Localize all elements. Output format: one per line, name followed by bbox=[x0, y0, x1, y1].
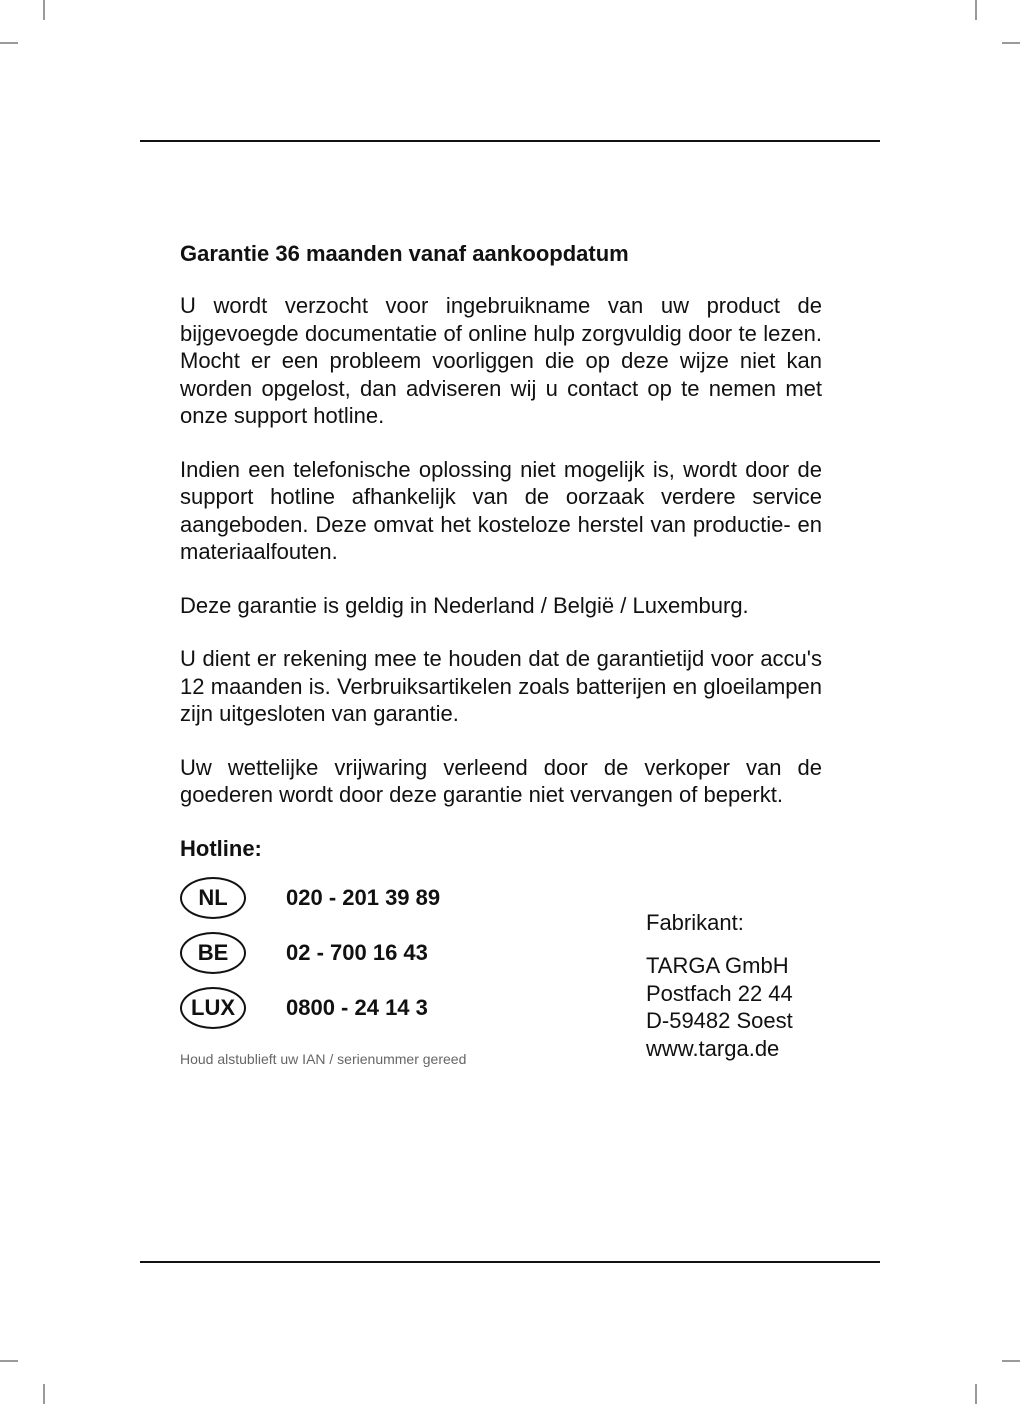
hotline-row-lux bbox=[180, 987, 600, 1029]
hotline-row-nl bbox=[180, 877, 600, 919]
paragraph-usage-instructions: U wordt verzocht voor ingebruikname van uw product de bijgevoegde documentatie of online hulp zorgvuldig door te lezen. Mocht er een probleem voorliggen die op deze wijze niet kan worden opgelost, dan adviseren wij u contact op te nemen met onze support hotline. bbox=[180, 293, 822, 428]
hotline-label: Hotline: bbox=[180, 835, 262, 861]
header-rule bbox=[140, 140, 880, 142]
crop-mark-top-left-horizontal bbox=[0, 42, 18, 44]
manufacturer-label: Fabrikant: bbox=[646, 909, 744, 935]
manufacturer-address-line2: D-59482 Soest bbox=[646, 1008, 793, 1033]
footer-rule bbox=[140, 1261, 880, 1263]
warranty-title: Garantie 36 maanden vanaf aankoopdatum bbox=[180, 241, 629, 266]
warranty-content bbox=[180, 238, 822, 1105]
crop-mark-bottom-right-horizontal bbox=[1002, 1360, 1020, 1362]
crop-mark-bottom-left-vertical bbox=[43, 1384, 45, 1404]
crop-mark-bottom-left-horizontal bbox=[0, 1360, 18, 1362]
paragraph-support-service: Indien een telefonische oplossing niet mogelijk is, wordt door de support hotline afhankelijk van de oorzaak verdere service aangeboden. Deze omvat het kosteloze herstel van productie- en materiaalfouten. bbox=[180, 456, 822, 564]
paragraph-validity-region: Deze garantie is geldig in Nederland / België / Luxemburg. bbox=[180, 592, 749, 618]
hotline-section bbox=[180, 865, 822, 1105]
manufacturer-name: TARGA GmbH bbox=[646, 953, 789, 978]
crop-mark-bottom-right-vertical bbox=[975, 1384, 977, 1404]
country-badge-nl: NL bbox=[180, 877, 246, 919]
manufacturer-address-line1: Postfach 22 44 bbox=[646, 980, 793, 1006]
manufacturer-block bbox=[646, 909, 793, 1063]
crop-mark-top-right-horizontal bbox=[1002, 42, 1020, 44]
hotline-row-be bbox=[180, 932, 600, 974]
phone-number-nl: 020 - 201 39 89 bbox=[286, 884, 441, 910]
phone-number-lux: 0800 - 24 14 3 bbox=[286, 994, 428, 1020]
serial-number-note: Houd alstublieft uw IAN / serienummer gereed bbox=[180, 1050, 467, 1067]
crop-mark-top-left-vertical bbox=[43, 0, 45, 20]
manufacturer-website: www.targa.de bbox=[646, 1035, 780, 1061]
crop-mark-top-right-vertical bbox=[975, 0, 977, 20]
phone-number-be: 02 - 700 16 43 bbox=[286, 939, 428, 965]
paragraph-battery-exclusions: U dient er rekening mee te houden dat de garantietijd voor accu's 12 maanden is. Verbruiksartikelen zoals batterijen en gloeilampen zijn uitgesloten van garantie. bbox=[180, 646, 822, 726]
country-badge-be: BE bbox=[180, 932, 246, 974]
country-badge-lux: LUX bbox=[180, 987, 246, 1029]
paragraph-legal-warranty: Uw wettelijke vrijwaring verleend door de verkoper van de goederen wordt door deze garantie niet vervangen of beperkt. bbox=[180, 754, 822, 807]
